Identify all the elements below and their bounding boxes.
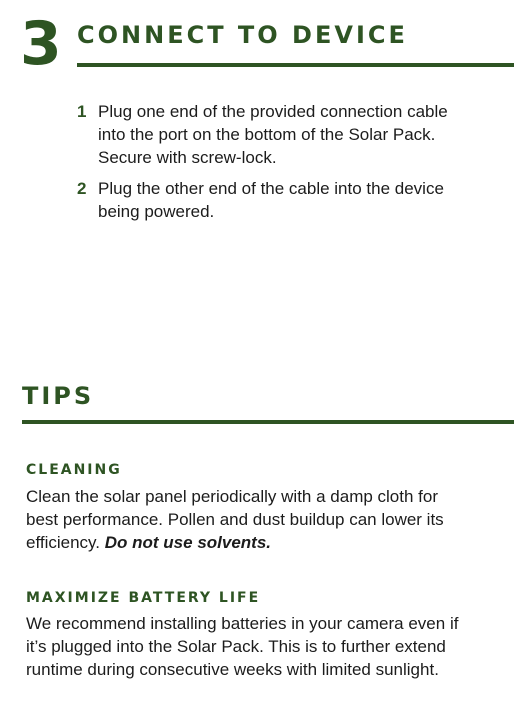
- cleaning-heading: CLEANING: [26, 462, 122, 478]
- instruction-item: [77, 100, 477, 169]
- step-divider: [77, 63, 514, 67]
- instruction-item: [77, 177, 477, 223]
- battery-text: We recommend installing batteries in your camera even if it’s plugged into the Solar Pack. This is to further extend runtime during consecutive weeks with limited sunlight.: [26, 614, 459, 679]
- cleaning-body: Clean the solar panel periodically with a damp cloth for best performance. Pollen and dust buildup can lower its efficiency.: [26, 487, 444, 552]
- instruction-text: Plug the other end of the cable into the device being powered.: [98, 179, 444, 221]
- instruction-text: Plug one end of the provided connection cable into the port on the bottom of the Solar Pack. Secure with screw-lock.: [98, 102, 448, 167]
- step-instructions-list: [77, 100, 477, 231]
- battery-heading: MAXIMIZE BATTERY LIFE: [26, 590, 261, 606]
- tips-divider: [22, 420, 514, 424]
- step-title: CONNECT TO DEVICE: [77, 21, 408, 49]
- cleaning-text: [26, 485, 466, 554]
- tips-title: TIPS: [22, 382, 95, 410]
- instruction-number: 1: [77, 102, 87, 121]
- step-number: 3: [20, 9, 61, 79]
- cleaning-warning: Do not use solvents.: [104, 533, 272, 552]
- instruction-number: 2: [77, 179, 87, 198]
